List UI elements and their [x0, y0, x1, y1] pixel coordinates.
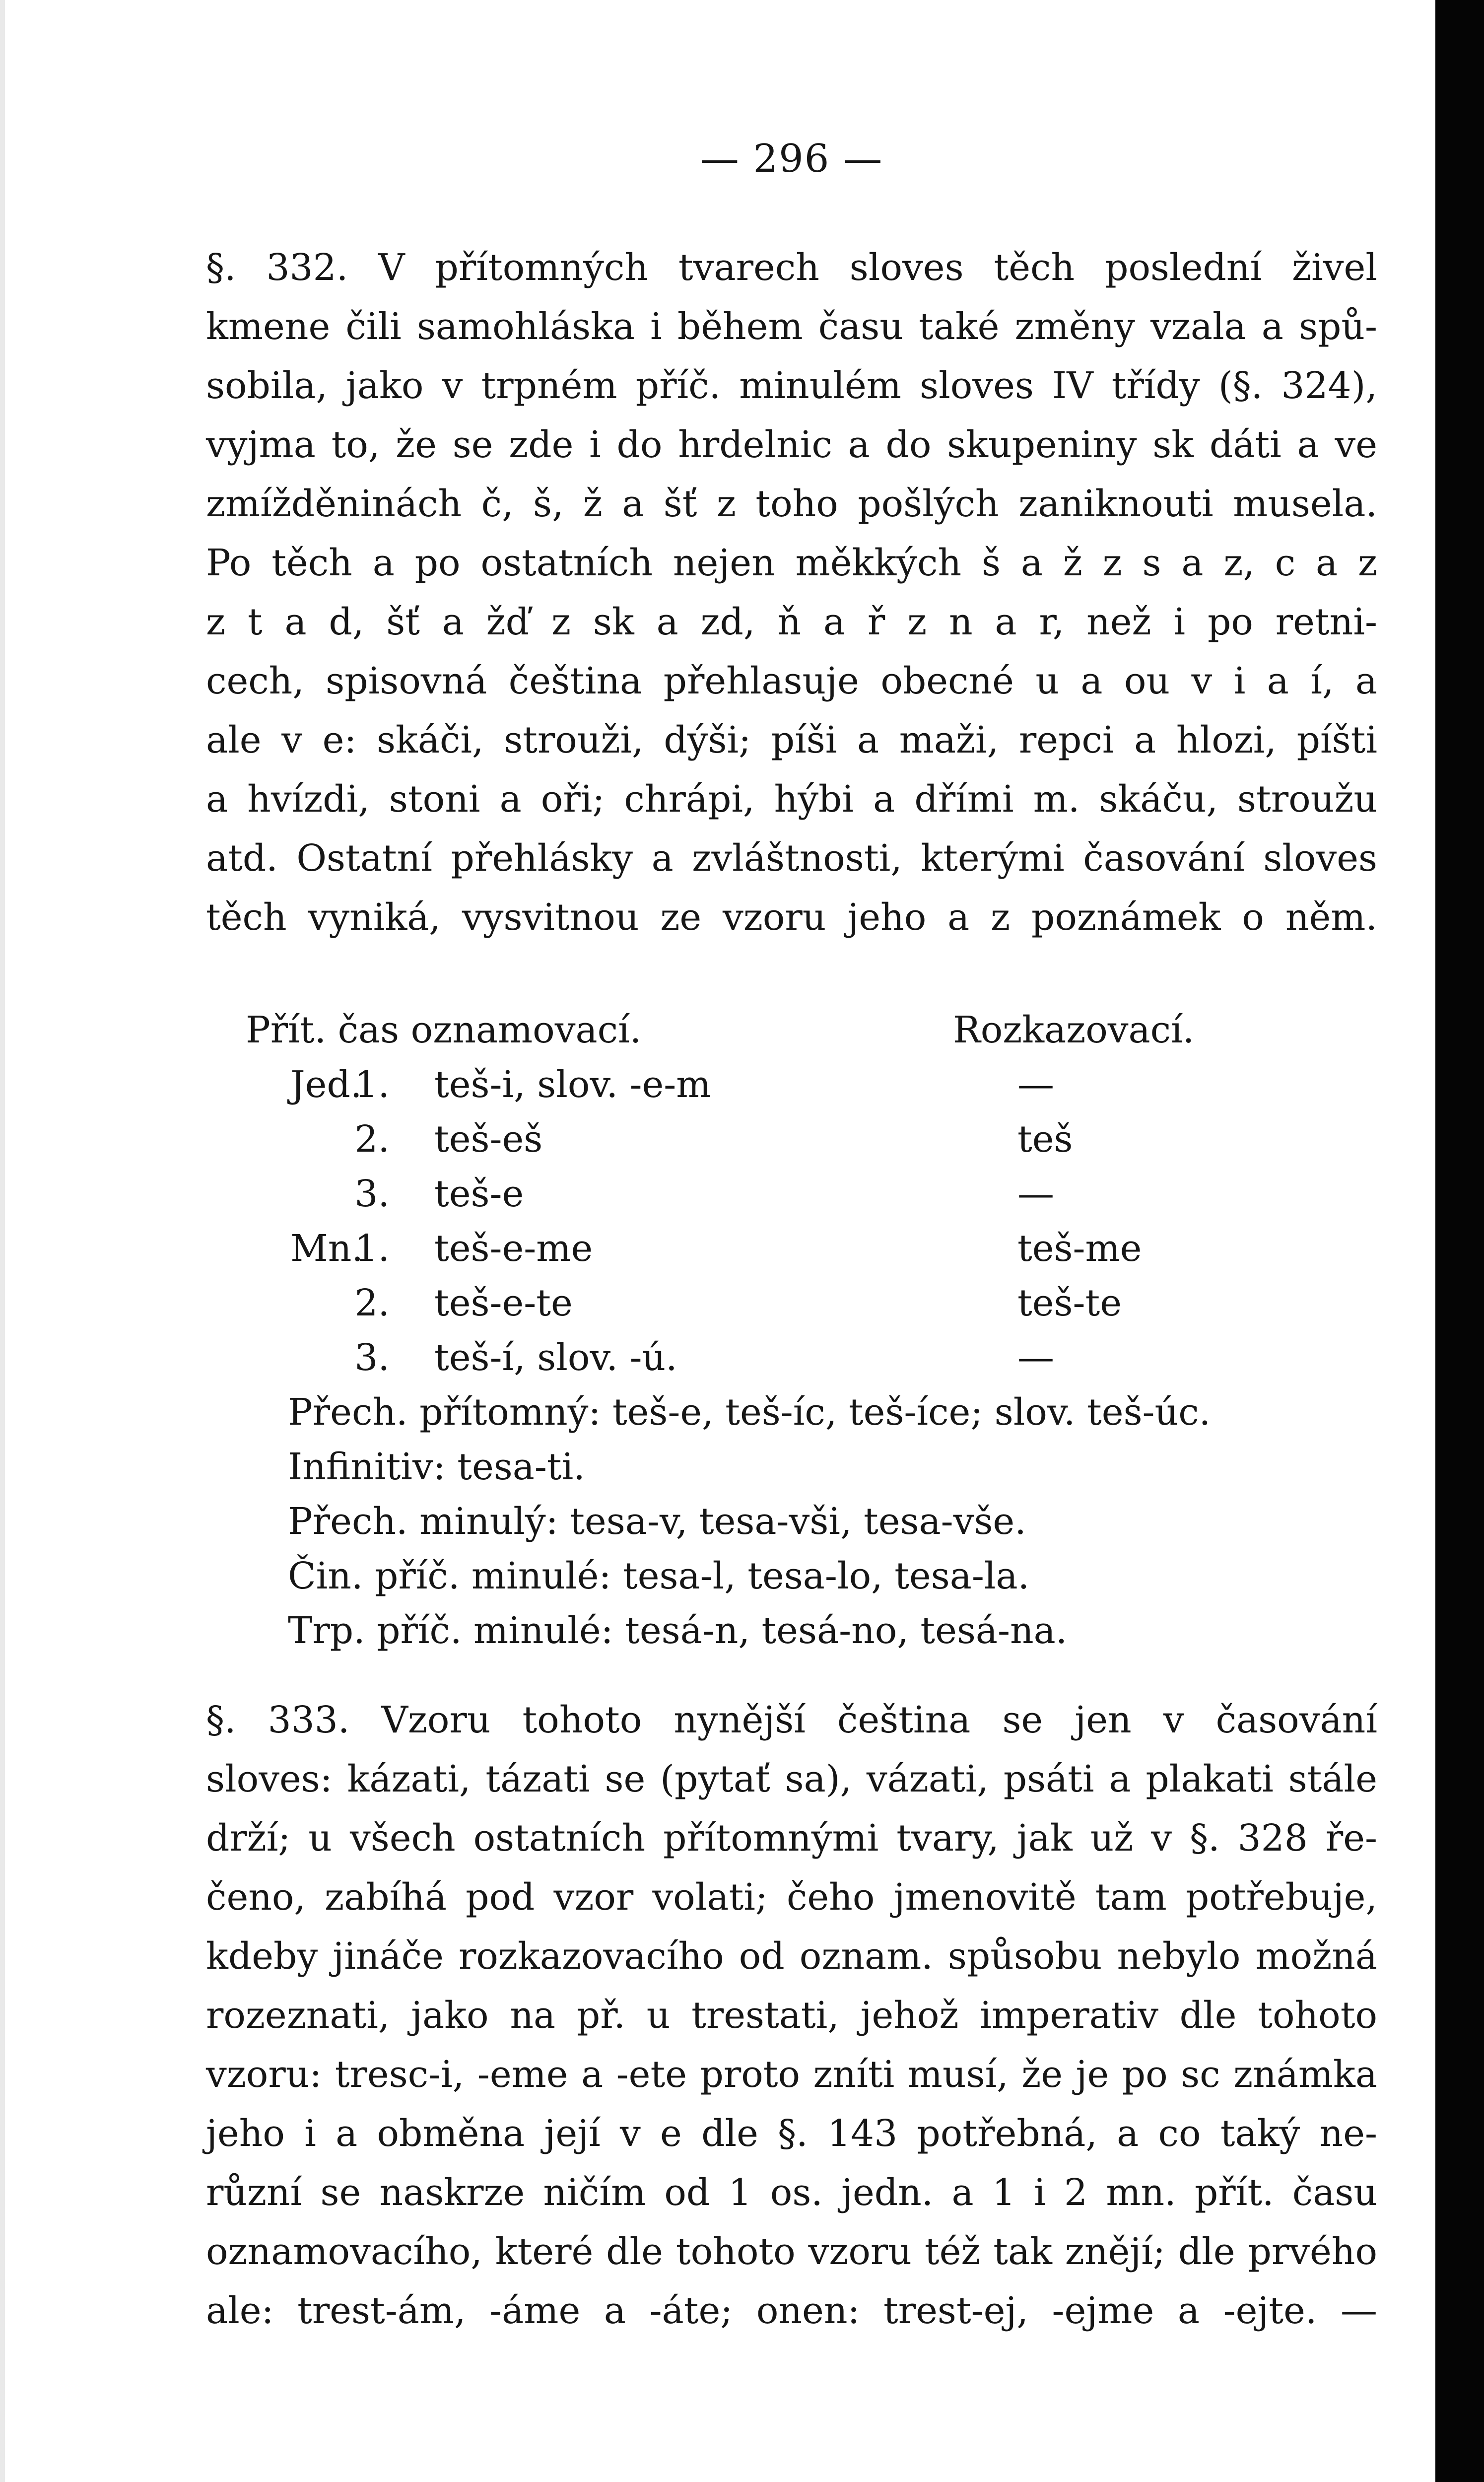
conjugation-table [206, 1001, 1377, 1651]
page-number: — 296 — [700, 137, 883, 181]
text-line: §. 332. V přítomných tvarech sloves těch poslední živel [206, 246, 1377, 289]
text-line: z t a d, šť a žď z sk a zd, ň a ř z n a r, než i po retni- [206, 601, 1377, 643]
person-number: 2. [354, 1118, 390, 1161]
imperative-form: teš-te [1017, 1282, 1122, 1324]
text-line: sloves: kázati, tázati se (pytať sa), vázati, psáti a plakati stále [206, 1758, 1377, 1800]
scan-right-edge [1435, 0, 1484, 2482]
text-line: rozeznati, jako na př. u trestati, jehož imperativ dle tohoto [206, 1994, 1377, 2037]
imperative-form: — [1017, 1063, 1054, 1106]
section-332-paragraph [206, 238, 1377, 947]
indicative-header: Přít. čas oznamovací. [246, 1009, 642, 1051]
text-line: těch vyniká, vysvitnou ze vzoru jeho a z poznámek o něm. [206, 896, 1377, 939]
text-line: zmížděninách č, š, ž a šť z toho pošlých zaniknouti musela. [206, 483, 1377, 525]
number-group-label: Jed. [290, 1063, 362, 1106]
text-line: a hvízdi, stoni a oři; chrápi, hýbi a dřími m. skáču, stroužu [206, 778, 1377, 821]
person-number: 3. [354, 1336, 390, 1379]
imperative-header: Rozkazovací. [953, 1009, 1195, 1051]
participle-line: Čin. příč. minulé: tesa-l, tesa-lo, tesa-la. [288, 1555, 1030, 1597]
text-line: cech, spisovná čeština přehlasuje obecné u a ou v i a í, a [206, 660, 1377, 702]
imperative-form: — [1017, 1336, 1054, 1379]
text-line: kdeby jináče rozkazovacího od oznam. spůsobu nebylo možná [206, 1935, 1377, 1978]
text-line: sobila, jako v trpném příč. minulém sloves IV třídy (§. 324), [206, 364, 1377, 407]
imperative-form: teš-me [1017, 1227, 1142, 1270]
text-line: §. 333. Vzoru tohoto nynější čeština se jen v časování [206, 1699, 1377, 1741]
indicative-form: teš-í, slov. -ú. [434, 1336, 677, 1379]
indicative-form: teš-i, slov. -e-m [434, 1063, 711, 1106]
scan-left-edge [0, 0, 5, 2482]
participle-line: Přech. přítomný: teš-e, teš-íc, teš-íce; slov. teš-úc. [288, 1391, 1211, 1434]
text-line: jeho i a obměna její v e dle §. 143 potřebná, a co taký ne- [206, 2112, 1377, 2155]
text-line: ale: trest-ám, -áme a -áte; onen: trest-ej, -ejme a -ejte. — [206, 2289, 1377, 2332]
text-line: drží; u všech ostatních přítomnými tvary, jak už v §. 328 ře- [206, 1817, 1377, 1860]
imperative-form: teš [1017, 1118, 1073, 1161]
participle-line: Přech. minulý: tesa-v, tesa-vši, tesa-vše. [288, 1500, 1026, 1543]
person-number: 3. [354, 1172, 390, 1215]
text-line: vyjma to, že se zde i do hrdelnic a do skupeniny sk dáti a ve [206, 423, 1377, 466]
text-line: atd. Ostatní přehlásky a zvláštnosti, kterými časování sloves [206, 837, 1377, 880]
text-line: ale v e: skáči, strouži, dýši; píši a maži, repci a hlozi, píšti [206, 719, 1377, 761]
participle-line: Trp. příč. minulé: tesá-n, tesá-no, tesá-na. [288, 1609, 1068, 1652]
indicative-form: teš-e-te [434, 1282, 573, 1324]
text-line: Po těch a po ostatních nejen měkkých š a ž z s a z, c a z [206, 542, 1377, 584]
person-number: 2. [354, 1282, 390, 1324]
text-line: čeno, zabíhá pod vzor volati; čeho jmenovitě tam potřebuje, [206, 1876, 1377, 1919]
person-number: 1. [354, 1227, 390, 1270]
person-number: 1. [354, 1063, 390, 1106]
text-line: oznamovacího, které dle tohoto vzoru též tak znějí; dle prvého [206, 2230, 1377, 2273]
text-line: vzoru: tresc-i, -eme a -ete proto zníti musí, že je po sc známka [206, 2053, 1377, 2096]
indicative-form: teš-e [434, 1172, 524, 1215]
text-line: kmene čili samohláska i během času také změny vzala a spů- [206, 305, 1377, 348]
imperative-form: — [1017, 1172, 1054, 1215]
text-line: různí se naskrze ničím od 1 os. jedn. a 1 i 2 mn. přít. času [206, 2171, 1377, 2214]
indicative-form: teš-e-me [434, 1227, 593, 1270]
book-page [206, 134, 1377, 2341]
number-group-label: Mn. [290, 1227, 363, 1270]
section-333-paragraph [206, 1691, 1377, 2341]
infinitive-line: Infinitiv: tesa-ti. [288, 1446, 585, 1488]
indicative-form: teš-eš [434, 1118, 543, 1161]
